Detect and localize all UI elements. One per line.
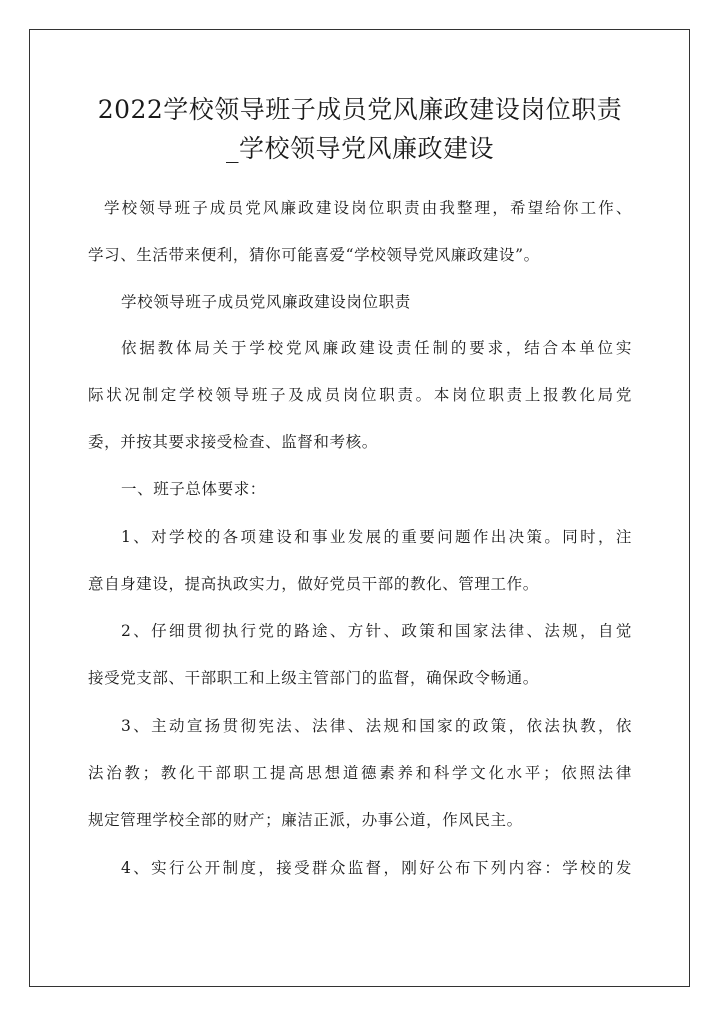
- paragraph-line: 意自身建设，提高执政实力，做好党员干部的教化、管理工作。: [88, 575, 539, 593]
- paragraph-line: 学习、生活带来便利，猜你可能喜爱“学校领导党风廉政建设”。: [88, 246, 540, 264]
- document-title-line-1: 2022学校领导班子成员党风廉政建设岗位职责: [97, 95, 623, 124]
- paragraph-line: 依据教体局关于学校党风廉政建设责任制的要求，结合本单位实: [121, 339, 632, 357]
- paragraph-line: 3、主动宣扬贯彻宪法、法律、法规和国家的政策，依法执教，依: [121, 717, 632, 735]
- paragraph-line: 学校领导班子成员党风廉政建设岗位职责由我整理，希望给你工作、: [104, 199, 632, 217]
- paragraph-line: 委，并按其要求接受检查、监督和考核。: [88, 433, 378, 451]
- paragraph-line: 规定管理学校全部的财产；廉洁正派，办事公道，作风民主。: [88, 811, 523, 829]
- paragraph-line: 接受党支部、干部职工和上级主管部门的监督，确保政令畅通。: [88, 669, 539, 687]
- paragraph-line: 4、实行公开制度，接受群众监督，刚好公布下列内容：学校的发: [121, 859, 632, 877]
- page-border: [29, 29, 690, 987]
- paragraph-line: 1、对学校的各项建设和事业发展的重要问题作出决策。同时，注: [121, 528, 632, 546]
- paragraph-line: 际状况制定学校领导班子及成员岗位职责。本岗位职责上报教化局党: [88, 386, 632, 404]
- paragraph-line: 法治教；教化干部职工提高思想道德素养和科学文化水平；依照法律: [88, 764, 632, 782]
- section-heading: 一、班子总体要求：: [121, 480, 266, 498]
- document-title-line-2: _学校领导党风廉政建设: [225, 134, 494, 163]
- paragraph-line: 2、仔细贯彻执行党的路途、方针、政策和国家法律、法规，自觉: [121, 622, 632, 640]
- section-heading: 学校领导班子成员党风廉政建设岗位职责: [121, 293, 411, 311]
